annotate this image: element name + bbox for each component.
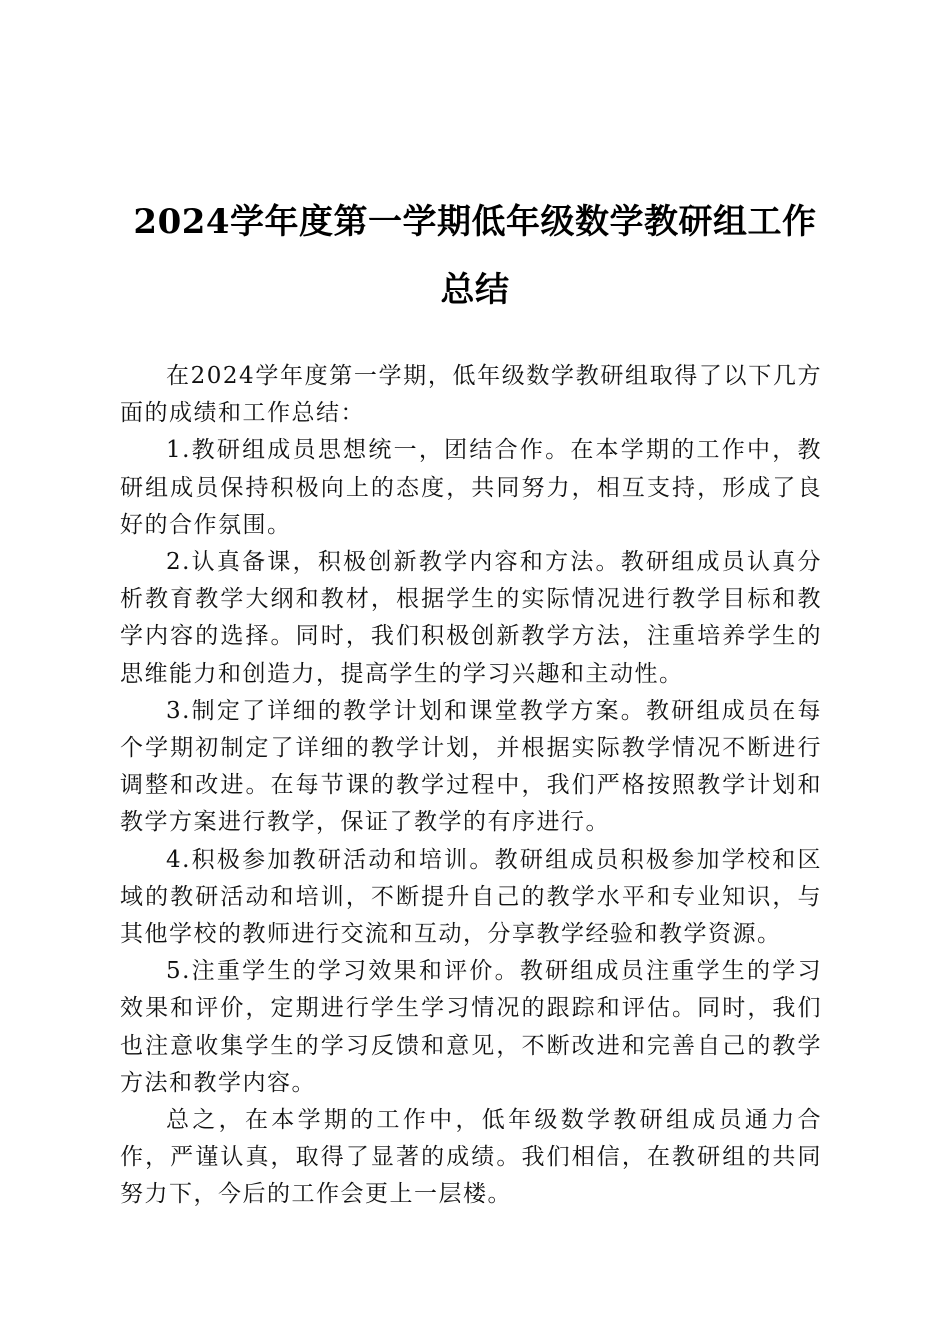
conclusion-paragraph: 总之，在本学期的工作中，低年级数学教研组成员通力合作，严谨认真，取得了显著的成绩。我们相信，在教研组的共同努力下，今后的工作会更上一层楼。 [120, 1107, 822, 1208]
paragraph-item-2: 2.认真备课，积极创新教学内容和方法。教研组成员认真分析教育教学大纲和教材，根据学生的实际情况进行教学目标和教学内容的选择。同时，我们积极创新教学方法，注重培养学生的思维能力和创造力，提高学生的学习兴趣和主动性。 [120, 549, 822, 687]
document-title [100, 188, 850, 324]
title-line-1: 2024学年度第一学期低年级数学教研组工作 [133, 202, 817, 242]
paragraph-item-3: 3.制定了详细的教学计划和课堂教学方案。教研组成员在每个学期初制定了详细的教学计划，并根据实际教学情况不断进行调整和改进。在每节课的教学过程中，我们严格按照教学计划和教学方案进行教学，保证了教学的有序进行。 [120, 697, 822, 836]
intro-paragraph: 在2024学年度第一学期，低年级数学教研组取得了以下几方面的成绩和工作总结： [120, 363, 822, 427]
paragraph-item-4: 4.积极参加教研活动和培训。教研组成员积极参加学校和区域的教研活动和培训，不断提升自己的教学水平和专业知识，与其他学校的教师进行交流和互动，分享教学经验和教学资源。 [120, 846, 822, 948]
paragraph-item-5: 5.注重学生的学习效果和评价。教研组成员注重学生的学习效果和评价，定期进行学生学习情况的跟踪和评估。同时，我们也注意收集学生的学习反馈和意见，不断改进和完善自己的教学方法和教学内容。 [120, 958, 822, 1096]
paragraph-item-1: 1.教研组成员思想统一，团结合作。在本学期的工作中，教研组成员保持积极向上的态度，共同努力，相互支持，形成了良好的合作氛围。 [120, 437, 822, 538]
document-body [120, 358, 822, 1214]
title-line-2: 总结 [440, 270, 510, 310]
